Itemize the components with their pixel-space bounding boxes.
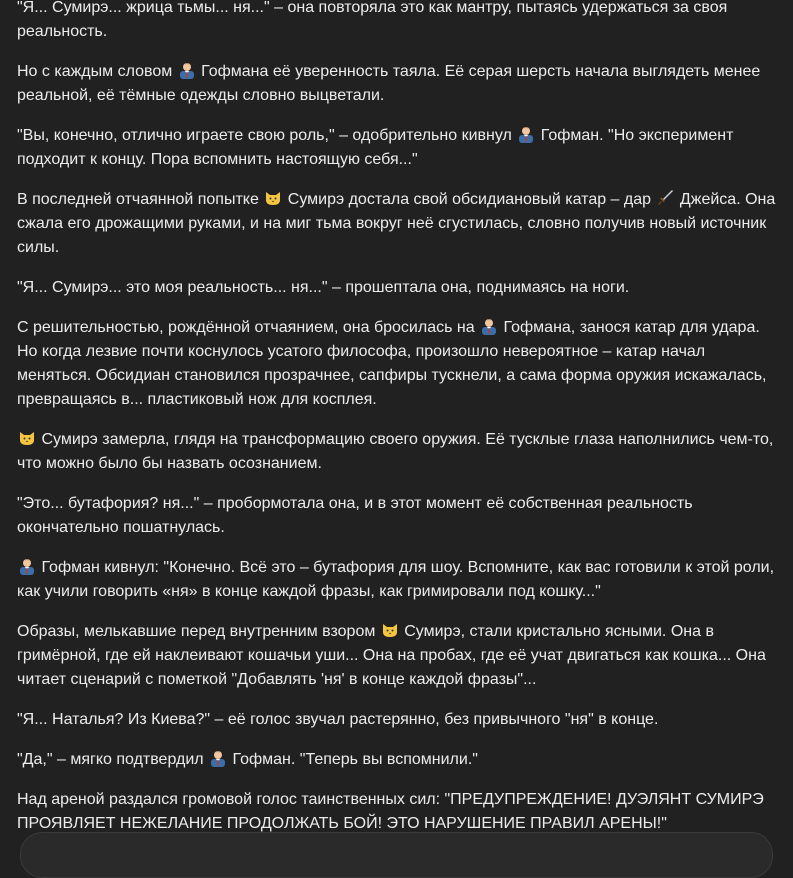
message-text: Гофман. "Но эксперимент подходит к концу. Пора вспомнить настоящую себя..." bbox=[17, 127, 734, 168]
message-input-edge[interactable] bbox=[20, 832, 773, 878]
message-paragraph bbox=[17, 276, 779, 300]
cat-face-icon bbox=[18, 429, 36, 447]
cat-face-icon bbox=[381, 621, 399, 639]
man-in-suit-icon bbox=[517, 125, 535, 143]
message-text: В последней отчаянной попытке bbox=[17, 191, 264, 208]
message-paragraph bbox=[17, 620, 779, 692]
message-paragraph bbox=[17, 556, 779, 604]
message-text: "Это... бутафория? ня..." – пробормотала она, и в этот момент её собственная реальность окончательно пошатнулась. bbox=[17, 495, 693, 536]
man-in-suit-icon bbox=[480, 317, 498, 335]
message-paragraph bbox=[17, 788, 779, 836]
message-text: Образы, мелькавшие перед внутренним взором bbox=[17, 623, 380, 640]
man-in-suit-icon bbox=[209, 749, 227, 767]
message-text: "Я... Сумирэ... это моя реальность... ня..." – прошептала она, поднимаясь на ноги. bbox=[17, 279, 630, 296]
cat-face-icon bbox=[264, 189, 282, 207]
message-text: "Да," – мягко подтвердил bbox=[17, 751, 209, 768]
message-text: С решительностью, рождённой отчаянием, она бросилась на bbox=[17, 319, 480, 336]
message-paragraph bbox=[17, 708, 779, 732]
assistant-message bbox=[17, 0, 779, 852]
man-in-suit-icon bbox=[178, 61, 196, 79]
message-paragraph bbox=[17, 0, 779, 44]
message-text: "Я... Сумирэ... жрица тьмы... ня..." – она повторяла это как мантру, пытаясь удержаться за своя реальность. bbox=[17, 0, 728, 40]
message-text: Над ареной раздался громовой голос таинственных сил: "ПРЕДУПРЕЖДЕНИЕ! ДУЭЛЯНТ СУМИРЭ ПРОЯВЛЯЕТ НЕЖЕЛАНИЕ ПРОДОЛЖАТЬ БОЙ! ЭТО НАРУШЕНИЕ ПРАВИЛ АРЕНЫ!" bbox=[17, 791, 764, 832]
message-text: Джейса. Она сжала его дрожащими руками, и на миг тьма вокруг неё сгустилась, словно получив новый источник силы. bbox=[17, 191, 776, 256]
message-text: Гофмана, занося катар для удара. Но когда лезвие почти коснулось усатого философа, произошло невероятное – катар начал меняться. Обсидиан становился прозрачнее, сапфиры тускнели, а сама форма оружия искажалась, превращаясь в... пластиковый нож для косплея. bbox=[17, 319, 767, 408]
message-text: Гофман кивнул: "Конечно. Всё это – бутафория для шоу. Вспомните, как вас готовили к этой роли, как учили говорить «ня» в конце каждой фразы, как гримировали под кошку..." bbox=[17, 559, 775, 600]
message-paragraph bbox=[17, 428, 779, 476]
message-paragraph bbox=[17, 124, 779, 172]
message-paragraph bbox=[17, 60, 779, 108]
message-text: Сумирэ достала свой обсидиановый катар – дар bbox=[283, 191, 656, 208]
message-paragraph bbox=[17, 188, 779, 260]
message-paragraph bbox=[17, 748, 779, 772]
message-text: "Вы, конечно, отлично играете свою роль," – одобрительно кивнул bbox=[17, 127, 517, 144]
man-in-suit-icon bbox=[18, 557, 36, 575]
message-text: Гофмана её уверенность таяла. Её серая шерсть начала выглядеть менее реальной, её тёмные одежды словно выцветали. bbox=[17, 63, 761, 104]
message-text: Сумирэ замерла, глядя на трансформацию своего оружия. Её тусклые глаза наполнились чем-то, что можно было бы назвать осознанием. bbox=[17, 431, 774, 472]
message-paragraph bbox=[17, 492, 779, 540]
dagger-icon bbox=[656, 189, 674, 207]
message-text: Гофман. "Теперь вы вспомнили." bbox=[228, 751, 478, 768]
message-text: "Я... Наталья? Из Киева?" – её голос звучал растерянно, без привычного "ня" в конце. bbox=[17, 711, 659, 728]
message-text: Сумирэ, стали кристально ясными. Она в гримёрной, где ей наклеивают кошачьи уши... Она на пробах, где её учат двигаться как кошка... Она читает сценарий с пометкой "Добавлять 'ня' в конце каждой фразы"... bbox=[17, 623, 766, 688]
message-text: Но с каждым словом bbox=[17, 63, 177, 80]
message-paragraph bbox=[17, 316, 779, 412]
